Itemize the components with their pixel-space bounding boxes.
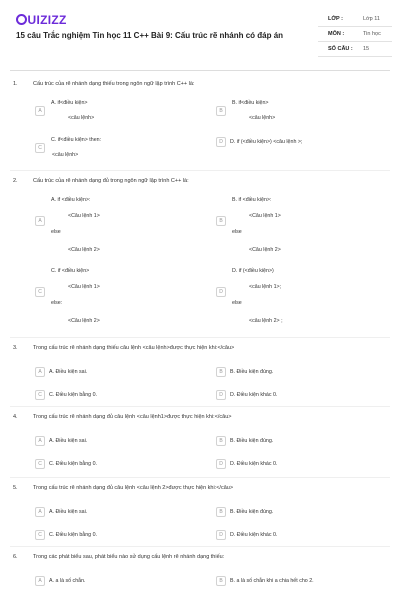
option-line: else bbox=[51, 229, 61, 235]
question-text: Cấu trúc của rẽ nhánh dạng thiếu trong ngôn ngữ lập trình C++ là: bbox=[33, 81, 195, 87]
option-box-a[interactable]: A bbox=[35, 507, 45, 517]
question-text: Trong cấu trúc rẽ nhánh dạng đủ câu lệnh <câu lệnh1>được thực hiện khi:</câu> bbox=[33, 414, 232, 420]
option-box-c[interactable]: C bbox=[35, 390, 45, 400]
option-box-b[interactable]: B bbox=[216, 576, 226, 586]
option-box-d[interactable]: D bbox=[216, 287, 226, 297]
option-line: <Câu lệnh 1> bbox=[68, 213, 100, 219]
option-text[interactable]: A. Điều kiện sai. bbox=[49, 369, 88, 375]
meta-row-mon: MÔN : Tin học bbox=[318, 27, 392, 42]
option-text[interactable]: B. Điều kiện đúng. bbox=[230, 509, 274, 515]
quizizz-logo[interactable]: UIZIZZ bbox=[16, 13, 67, 27]
option-line: <câu lệnh> bbox=[68, 115, 95, 121]
option-text[interactable]: B. if<điều kiện> bbox=[232, 100, 269, 106]
option-line: <câu lệnh 1>; bbox=[249, 284, 282, 290]
option-text[interactable]: A. Điều kiện sai. bbox=[49, 509, 88, 515]
meta-row-socau: SỐ CÂU : 15 bbox=[318, 42, 392, 57]
option-box-a[interactable]: A bbox=[35, 106, 45, 116]
header bbox=[0, 0, 400, 70]
question-separator bbox=[10, 406, 390, 407]
option-box-b[interactable]: B bbox=[216, 367, 226, 377]
option-box-a[interactable]: A bbox=[35, 216, 45, 226]
option-box-c[interactable]: C bbox=[35, 287, 45, 297]
logo-q-icon bbox=[16, 14, 27, 25]
option-text[interactable]: D. Điều kiện khác 0. bbox=[230, 392, 278, 398]
option-text[interactable]: B. a là số chẵn khi a chia hết cho 2. bbox=[230, 578, 314, 584]
option-text[interactable]: D. Điều kiện khác 0. bbox=[230, 532, 278, 538]
option-line: else bbox=[232, 300, 242, 306]
question-number: 2. bbox=[13, 178, 18, 184]
option-text[interactable]: C. if <điều kiện> bbox=[51, 268, 90, 274]
option-text[interactable]: A. a là số chẵn. bbox=[49, 578, 86, 584]
option-box-d[interactable]: D bbox=[216, 137, 226, 147]
question-number: 6. bbox=[13, 554, 18, 560]
option-text[interactable]: B. Điều kiện đúng. bbox=[230, 438, 274, 444]
question-number: 4. bbox=[13, 414, 18, 420]
option-text[interactable]: B. if <điều kiện>: bbox=[232, 197, 272, 203]
question-number: 3. bbox=[13, 345, 18, 351]
question-text: Trong cấu trúc rẽ nhánh dạng thiếu câu lệnh <câu lệnh>được thực hiện khi:</câu> bbox=[33, 345, 235, 351]
option-box-b[interactable]: B bbox=[216, 106, 226, 116]
question-text: Trong các phát biểu sau, phát biểu nào sử dụng cấu lệnh rẽ nhánh dạng thiếu: bbox=[33, 554, 225, 560]
option-text[interactable]: D. if (<điều kiện>) <câu lệnh >; bbox=[230, 139, 303, 145]
page-title: 15 câu Trắc nghiệm Tin học 11 C++ Bài 9: Cấu trúc rẽ nhánh có đáp án bbox=[16, 31, 284, 40]
option-line: <Câu lệnh 2> bbox=[68, 318, 100, 324]
question-separator bbox=[10, 546, 390, 547]
question-separator bbox=[10, 477, 390, 478]
option-box-c[interactable]: C bbox=[35, 459, 45, 469]
meta-row-lop: LỚP : Lớp 11 bbox=[318, 12, 392, 27]
option-box-b[interactable]: B bbox=[216, 507, 226, 517]
option-line: else: bbox=[51, 300, 63, 306]
option-line: <Câu lệnh 2> bbox=[68, 247, 100, 253]
header-divider bbox=[10, 70, 390, 71]
question-text: Cấu trúc của rẽ nhánh dạng đủ trong ngôn ngữ lập trình C++ là: bbox=[33, 178, 189, 184]
option-box-c[interactable]: C bbox=[35, 530, 45, 540]
option-line: else bbox=[232, 229, 242, 235]
option-text[interactable]: C. Điều kiện bằng 0. bbox=[49, 392, 97, 398]
option-line: <câu lệnh> bbox=[249, 115, 276, 121]
option-box-a[interactable]: A bbox=[35, 367, 45, 377]
option-line: <Câu lệnh 1> bbox=[68, 284, 100, 290]
option-box-d[interactable]: D bbox=[216, 459, 226, 469]
question-number: 5. bbox=[13, 485, 18, 491]
option-text[interactable]: D. if (<điều kiện>) bbox=[232, 268, 274, 274]
option-line: <câu lệnh 2> ; bbox=[249, 318, 283, 324]
option-line: <Câu lệnh 2> bbox=[249, 247, 281, 253]
option-text[interactable]: A. if<điều kiện> bbox=[51, 100, 88, 106]
option-box-c[interactable]: C bbox=[35, 143, 45, 153]
option-box-b[interactable]: B bbox=[216, 436, 226, 446]
question-text: Trong cấu trúc rẽ nhánh dạng đủ câu lệnh <câu lệnh 2>được thực hiện khi:</câu> bbox=[33, 485, 234, 491]
option-text[interactable]: A. if <điều kiện>: bbox=[51, 197, 91, 203]
option-text[interactable]: A. Điều kiện sai. bbox=[49, 438, 88, 444]
option-line: <câu lệnh> bbox=[52, 152, 79, 158]
option-text[interactable]: C. Điều kiện bằng 0. bbox=[49, 532, 97, 538]
question-separator bbox=[10, 337, 390, 338]
meta-table bbox=[318, 12, 392, 57]
option-text[interactable]: C. if<điều kiện> then: bbox=[51, 137, 102, 143]
option-box-b[interactable]: B bbox=[216, 216, 226, 226]
option-box-a[interactable]: A bbox=[35, 436, 45, 446]
question-number: 1. bbox=[13, 81, 18, 87]
option-text[interactable]: D. Điều kiện khác 0. bbox=[230, 461, 278, 467]
option-line: <Câu lệnh 1> bbox=[249, 213, 281, 219]
option-box-d[interactable]: D bbox=[216, 530, 226, 540]
question-separator bbox=[10, 170, 390, 171]
option-text[interactable]: C. Điều kiện bằng 0. bbox=[49, 461, 97, 467]
option-box-a[interactable]: A bbox=[35, 576, 45, 586]
option-box-d[interactable]: D bbox=[216, 390, 226, 400]
option-text[interactable]: B. Điều kiện đúng. bbox=[230, 369, 274, 375]
